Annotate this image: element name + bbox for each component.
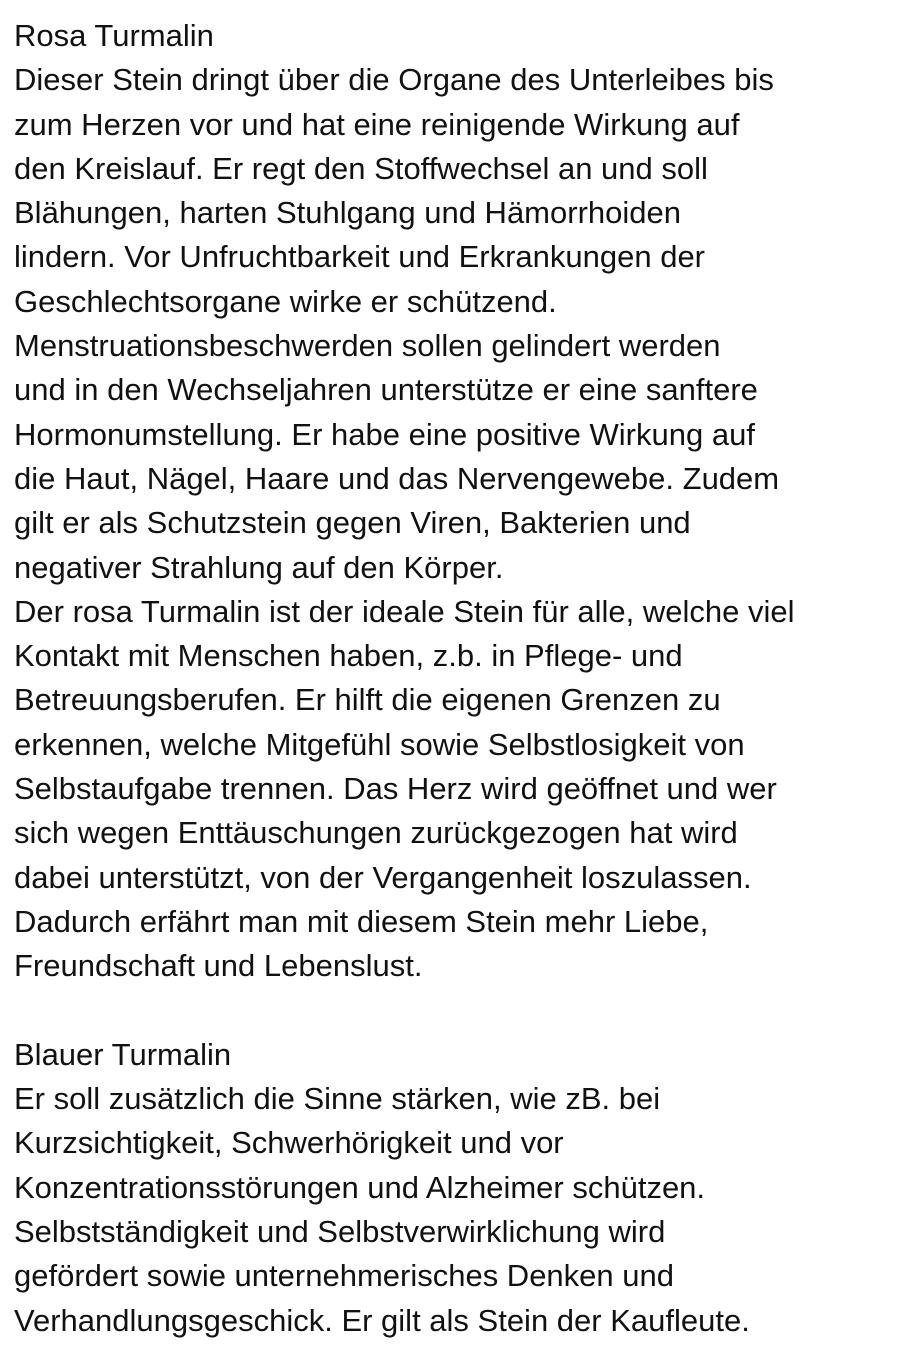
text-line: sich wegen Enttäuschungen zurückgezogen hat wird [14, 815, 738, 851]
text-line: lindern. Vor Unfruchtbarkeit und Erkrankungen der [14, 239, 706, 275]
text-line: Dieser Stein dringt über die Organe des Unterleibes bis [14, 62, 774, 98]
text-line: Hormonumstellung. Er habe eine positive Wirkung auf [14, 416, 755, 452]
text-line: den Kreislauf. Er regt den Stoffwechsel an und soll [14, 150, 708, 186]
text-line: zum Herzen vor und hat eine reinigende Wirkung auf [14, 106, 740, 142]
text-line: die Haut, Nägel, Haare und das Nervengewebe. Zudem [14, 460, 780, 496]
text-line: gefördert sowie unternehmerisches Denken und [14, 1258, 674, 1294]
text-line: erkennen, welche Mitgefühl sowie Selbstlosigkeit von [14, 726, 745, 762]
text-line: Freundschaft und Lebenslust. [14, 948, 423, 984]
text-line: Er soll zusätzlich die Sinne stärken, wie zB. bei [14, 1081, 661, 1117]
text-line: dabei unterstützt, von der Vergangenheit loszulassen. [14, 859, 752, 895]
text-line: Kurzsichtigkeit, Schwerhörigkeit und vor [14, 1125, 564, 1161]
section-title: Rosa Turmalin [14, 18, 214, 53]
text-line: Menstruationsbeschwerden sollen gelindert werden [14, 328, 721, 364]
text-line: und in den Wechseljahren unterstütze er eine sanftere [14, 372, 758, 408]
text-line: negativer Strahlung auf den Körper. [14, 549, 504, 585]
section-rosa-turmalin [14, 14, 898, 989]
text-line: Selbstaufgabe trennen. Das Herz wird geöffnet und wer [14, 771, 777, 807]
text-line: Blähungen, harten Stuhlgang und Hämorrhoiden [14, 195, 681, 231]
text-line: Kontakt mit Menschen haben, z.b. in Pflege- und [14, 638, 683, 674]
paragraph-gap [14, 989, 898, 1033]
section-title: Blauer Turmalin [14, 1036, 232, 1072]
text-line: Verhandlungsgeschick. Er gilt als Stein der Kaufleute. [14, 1302, 750, 1338]
text-line: Selbstständigkeit und Selbstverwirklichung wird [14, 1214, 666, 1250]
text-line: Konzentrationsstörungen und Alzheimer schützen. [14, 1169, 706, 1205]
section-blauer-turmalin [14, 1033, 898, 1343]
text-line: Der rosa Turmalin ist der ideale Stein für alle, welche viel [14, 593, 795, 629]
text-line: gilt er als Schutzstein gegen Viren, Bakterien und [14, 505, 691, 541]
text-line: Dadurch erfährt man mit diesem Stein mehr Liebe, [14, 903, 709, 939]
text-line: Geschlechtsorgane wirke er schützend. [14, 283, 557, 319]
text-line: Betreuungsberufen. Er hilft die eigenen Grenzen zu [14, 682, 721, 718]
